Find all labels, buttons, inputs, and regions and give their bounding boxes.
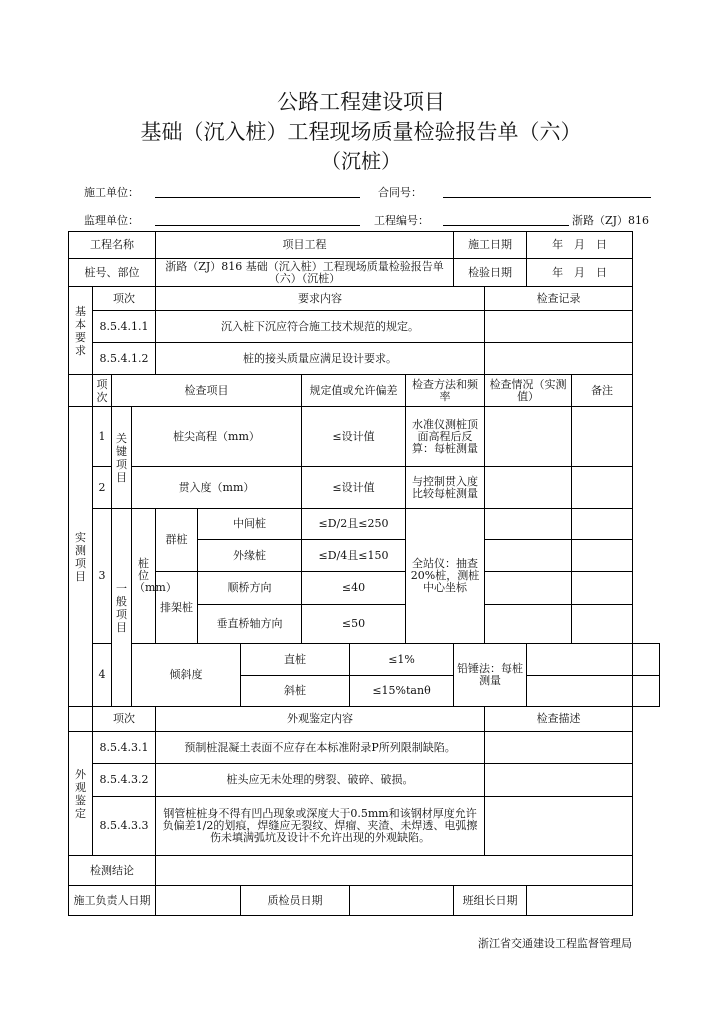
measure-sub-name: 中间桩: [198, 509, 302, 540]
pile-label: 桩号、部位: [69, 259, 156, 287]
appearance-row-code: 8.5.4.3.2: [93, 764, 156, 797]
title-report: 基础（沉入桩）工程现场质量检验报告单（六）: [140, 120, 582, 144]
measure-sub-spec: ≤40: [302, 572, 406, 605]
basic-row-text: 桩的接头质量应满足设计要求。: [156, 343, 485, 375]
measure-sub-spec: ≤1%: [350, 644, 454, 676]
measure-row-result[interactable]: [485, 540, 572, 572]
appearance-row-text: 钢管桩桩身不得有凹凸现象或深度大于0.5mm和该钢材厚度允许负偏差1/2的划痕，焊缝应无裂纹、焊瘤、夹渣、未焊透、电弧擦伤未填满弧坑及设计不允许出现的外观缺陷。: [156, 797, 485, 856]
pile-group-label: 群桩: [156, 509, 198, 572]
measure-sub-spec: ≤50: [302, 605, 406, 644]
basic-col-item: 项次: [93, 287, 156, 311]
pile-position-label: 桩位（mm）: [132, 509, 156, 644]
inspection-table: [68, 231, 660, 916]
measure-row-method: 水准仪测桩顶面高程后反算：每桩测量: [406, 407, 485, 467]
measure-row-item: 桩尖高程（mm）: [132, 407, 302, 467]
project-no-label: 工程编号：: [374, 214, 429, 227]
basic-col-record: 检查记录: [485, 287, 633, 311]
basic-row-record[interactable]: [485, 343, 633, 375]
measure-row-method: 铅锤法：每桩测量: [454, 644, 527, 707]
measure-row-remark[interactable]: [633, 676, 660, 707]
basic-section-label: 基本要求: [69, 287, 93, 375]
measure-row-remark[interactable]: [572, 540, 633, 572]
measure-row-no: 2: [93, 467, 112, 509]
appearance-col-desc: 检查描述: [485, 707, 633, 732]
appearance-col-item: 项次: [93, 707, 156, 732]
appearance-section-top: [69, 707, 93, 732]
measure-col-check: 检查项目: [112, 375, 302, 407]
inspection-date-value: 年 月 日: [527, 259, 633, 287]
conclusion-field[interactable]: [156, 856, 633, 886]
pile-value: 浙路（ZJ）816 基础（沉入桩）工程现场质量检验报告单（六）（沉桩）: [156, 259, 454, 287]
sign-construction-field[interactable]: [156, 886, 241, 916]
project-name-value: 项目工程: [156, 232, 454, 259]
measure-sub-spec: ≤D/4且≤150: [302, 540, 406, 572]
measure-row-result[interactable]: [485, 605, 572, 644]
measure-row-no: 1: [93, 407, 112, 467]
contractor-field[interactable]: [155, 197, 360, 198]
measure-col-item: 项次: [93, 375, 112, 407]
basic-row-code: 8.5.4.1.1: [93, 311, 156, 343]
basic-col-content: 要求内容: [156, 287, 485, 311]
measure-row-method: 与控制贯入度比较每桩测量: [406, 467, 485, 509]
measure-sub-name: 垂直桥轴方向: [198, 605, 302, 644]
contract-no-field[interactable]: [443, 197, 651, 198]
measure-col-result: 检查情况（实测值）: [485, 375, 572, 407]
contract-no-label: 合同号：: [378, 186, 422, 199]
measure-row-remark[interactable]: [572, 572, 633, 605]
appearance-row-code: 8.5.4.3.3: [93, 797, 156, 856]
measure-row-spec: ≤设计值: [302, 407, 406, 467]
sign-team-label: 班组长日期: [454, 886, 527, 916]
basic-row-code: 8.5.4.1.2: [93, 343, 156, 375]
appearance-col-content: 外观鉴定内容: [156, 707, 485, 732]
measure-row-remark[interactable]: [572, 407, 633, 467]
basic-row-text: 沉入桩下沉应符合施工技术规范的规定。: [156, 311, 485, 343]
measure-row-result[interactable]: [527, 676, 633, 707]
sign-qc-field[interactable]: [350, 886, 454, 916]
appearance-row-text: 桩头应无未处理的劈裂、破碎、破损。: [156, 764, 485, 797]
measure-row-method: 全站仪：抽查20%桩，测桩中心坐标: [406, 509, 485, 644]
appearance-section-label: 外观鉴定: [69, 732, 93, 856]
measure-row-result[interactable]: [527, 644, 633, 676]
appearance-row-desc[interactable]: [485, 732, 633, 764]
appearance-row-text: 预制桩混凝土表面不应存在本标准附录P所列限制缺陷。: [156, 732, 485, 764]
contractor-label: 施工单位：: [84, 186, 139, 199]
measure-row-no: 4: [93, 644, 112, 707]
appearance-row-desc[interactable]: [485, 764, 633, 797]
measure-row-remark[interactable]: [572, 605, 633, 644]
construction-date-label: 施工日期: [454, 232, 527, 259]
supervisor-field[interactable]: [155, 225, 360, 226]
measure-sub-name: 直桩: [241, 644, 350, 676]
measure-sub-spec: ≤D/2且≤250: [302, 509, 406, 540]
measure-col-spec: 规定值或允许偏差: [302, 375, 406, 407]
inspection-date-label: 检验日期: [454, 259, 527, 287]
measure-row-spec: ≤设计值: [302, 467, 406, 509]
project-no-value: 浙路（ZJ）816: [572, 214, 650, 227]
supervisor-label: 监理单位：: [84, 214, 139, 227]
measure-sub-name: 斜桩: [241, 676, 350, 707]
tilt-label: 倾斜度: [132, 644, 241, 707]
measure-row-result[interactable]: [485, 407, 572, 467]
measure-row-remark[interactable]: [572, 509, 633, 540]
measure-section-top: [69, 375, 93, 407]
appearance-row-code: 8.5.4.3.1: [93, 732, 156, 764]
project-name-label: 工程名称: [69, 232, 156, 259]
issuing-organization: 浙江省交通建设工程监督管理局: [478, 937, 632, 950]
conclusion-label: 检测结论: [69, 856, 156, 886]
measure-row-result[interactable]: [485, 467, 572, 509]
measure-sub-name: 顺桥方向: [198, 572, 302, 605]
project-no-field[interactable]: [443, 225, 569, 226]
measure-row-result[interactable]: [485, 572, 572, 605]
measure-sub-spec: ≤15%tanθ: [350, 676, 454, 707]
measure-section-label: 实测项目: [69, 407, 93, 707]
sign-construction-label: 施工负责人日期: [69, 886, 156, 916]
measure-sub-name: 外缘桩: [198, 540, 302, 572]
measure-col-remark: 备注: [572, 375, 633, 407]
construction-date-value: 年 月 日: [527, 232, 633, 259]
title-main: 公路工程建设项目: [277, 90, 445, 114]
appearance-row-desc[interactable]: [485, 797, 633, 856]
measure-row-remark[interactable]: [572, 467, 633, 509]
general-items-label: 一般项目: [112, 509, 132, 707]
key-items-label: 关键项目: [112, 407, 132, 509]
pile-bent-label: 排架桩: [156, 572, 198, 644]
measure-row-no: 3: [93, 509, 112, 644]
basic-row-record[interactable]: [485, 311, 633, 343]
measure-row-remark[interactable]: [633, 644, 660, 676]
measure-row-item: 贯入度（mm）: [132, 467, 302, 509]
title-sub: （沉桩）: [321, 149, 401, 173]
sign-qc-label: 质检员日期: [241, 886, 350, 916]
measure-row-result[interactable]: [485, 509, 572, 540]
sign-team-field[interactable]: [527, 886, 633, 916]
measure-col-method: 检查方法和频率: [406, 375, 485, 407]
